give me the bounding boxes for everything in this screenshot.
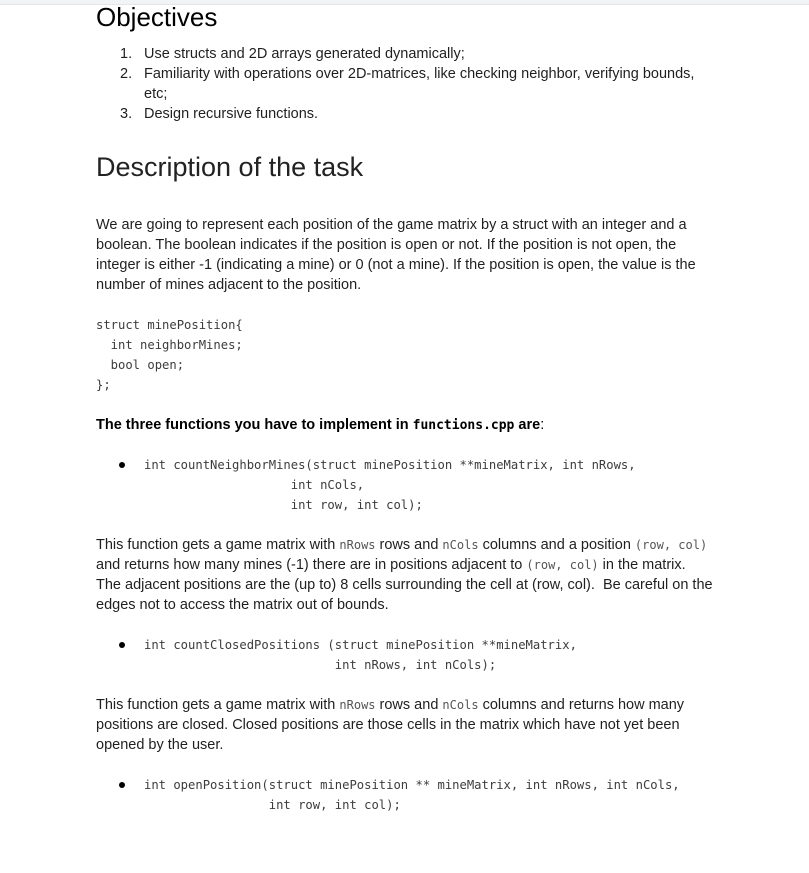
objective-text: Familiarity with operations over 2D-matrices, like checking neighbor, verifying bounds, (144, 66, 695, 82)
description-paragraph-line: boolean. The boolean indicates if the position is open or not. If the position is not open, the (96, 237, 677, 253)
text-segment: opened by the user. (96, 737, 224, 753)
struct-code-line: int neighborMines; (96, 338, 243, 352)
inline-code: nCols (442, 538, 479, 552)
inline-code: (row, col) (526, 558, 599, 572)
text-segment: This function gets a game matrix with (96, 537, 340, 553)
description-paragraph-line: integer is either -1 (indicating a mine) or 0 (not a mine). If the position is open, the value is the (96, 257, 696, 273)
function-signature-line: int row, int col); (144, 498, 423, 512)
function-signature-line: int countClosedPositions (struct minePosition **mineMatrix, (144, 638, 577, 652)
bullet-icon (119, 642, 125, 648)
text-segment: columns and returns how many (478, 697, 685, 713)
text-segment: rows and (375, 537, 443, 553)
objective-number: 1. (120, 46, 133, 62)
functions-intro-text: The three functions you have to implement in (96, 417, 413, 433)
function-description-line (96, 695, 684, 715)
text-segment: in the matrix. (598, 557, 686, 573)
inline-code: nRows (339, 698, 376, 712)
text-segment: edges not to access the matrix out of bounds. (96, 597, 389, 613)
text-segment: columns and a position (478, 537, 635, 553)
struct-code-line: struct minePosition{ (96, 318, 243, 332)
function-description-line (96, 575, 713, 595)
objective-number: 2. (120, 66, 133, 82)
functions-intro (96, 415, 544, 436)
struct-code-line: bool open; (96, 358, 185, 372)
function-description-line (96, 555, 686, 575)
text-segment: The adjacent positions are the (up to) 8 cells surrounding the cell at (row, col). Be careful on the (96, 577, 713, 593)
function-signature-line: int openPosition(struct minePosition ** mineMatrix, int nRows, int nCols, (144, 778, 680, 792)
functions-intro-colon: : (540, 417, 545, 433)
inline-code: nCols (442, 698, 479, 712)
function-signature-line: int nRows, int nCols); (144, 658, 497, 672)
text-segment: rows and (375, 697, 443, 713)
inline-code: (row, col) (634, 538, 708, 552)
functions-intro-after: are (514, 417, 541, 433)
functions-file-name: functions.cpp (412, 418, 515, 433)
objectives-heading: Objectives (96, 2, 218, 32)
description-paragraph-line: We are going to represent each position of the game matrix by a struct with an integer and a (96, 217, 687, 233)
function-description-line (96, 735, 223, 755)
description-heading: Description of the task (96, 152, 364, 182)
objective-text: Design recursive functions. (144, 106, 319, 122)
inline-code: nRows (339, 538, 376, 552)
bullet-icon (119, 782, 125, 788)
text-segment: positions are closed. Closed positions are those cells in the matrix which have not yet been (96, 717, 680, 733)
objective-text-cont: etc; (144, 86, 168, 102)
struct-code-line: }; (96, 378, 111, 392)
function-signature-line: int nCols, (144, 478, 365, 492)
text-segment: and returns how many mines (-1) there are in positions adjacent to (96, 557, 527, 573)
objective-number: 3. (120, 106, 133, 122)
function-signature-line: int countNeighborMines(struct minePosition **mineMatrix, int nRows, (144, 458, 636, 472)
text-segment: This function gets a game matrix with (96, 697, 340, 713)
description-paragraph-line: number of mines adjacent to the position. (96, 277, 362, 293)
function-description-line (96, 595, 389, 615)
objective-text: Use structs and 2D arrays generated dynamically; (144, 46, 465, 62)
bullet-icon (119, 462, 125, 468)
function-description-line (96, 535, 707, 555)
function-description-line (96, 715, 680, 735)
function-signature-line: int row, int col); (144, 798, 401, 812)
